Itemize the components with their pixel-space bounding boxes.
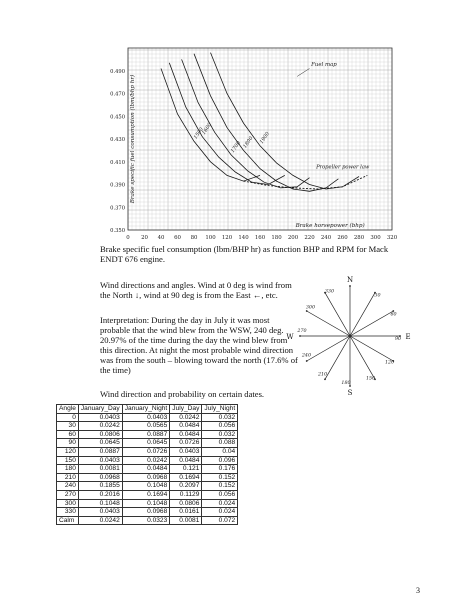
probability-cell: 0.0403 — [78, 413, 122, 422]
table-row — [57, 482, 238, 491]
probability-cell: 0.176 — [202, 465, 238, 474]
compass-w-label: W — [286, 333, 294, 341]
y-tick-label: 0.430 — [110, 137, 125, 143]
y-tick-label: 0.470 — [110, 91, 125, 98]
propeller-annotation: Propeller power law — [316, 164, 370, 171]
compass-n-label: N — [346, 276, 354, 284]
probability-cell: 0.096 — [202, 456, 238, 465]
y-tick-label: 0.450 — [110, 114, 125, 121]
annotation-leader — [297, 68, 309, 76]
probability-cell: 0.032 — [202, 430, 238, 439]
probability-cell: 0.0242 — [78, 516, 122, 525]
table-row — [57, 516, 238, 525]
probability-cell: 0.0484 — [170, 430, 202, 439]
angle-cell: 330 — [57, 508, 79, 517]
angle-label: 270 — [297, 329, 307, 334]
table-row — [57, 447, 238, 456]
rpm-curve-label: 1600 — [200, 121, 214, 136]
angle-label: 330 — [324, 289, 335, 295]
table-body — [57, 413, 238, 525]
angle-cell: 150 — [57, 456, 79, 465]
probability-cell: 0.0726 — [170, 439, 202, 448]
direction-ray — [350, 293, 375, 336]
x-tick-label: 120 — [221, 235, 233, 241]
rpm-curve-label: 1700 — [229, 140, 243, 155]
probability-cell: 0.0887 — [122, 430, 170, 439]
x-tick-label: 0 — [126, 235, 130, 241]
probability-cell: 0.0403 — [78, 456, 122, 465]
y-tick-label: 0.350 — [110, 228, 125, 234]
wind-rose-svg — [282, 272, 422, 400]
probability-cell: 0.2097 — [170, 482, 202, 491]
probability-heading: Wind direction and probability on certain dates. — [100, 389, 265, 399]
fuel-map-chart — [100, 40, 400, 250]
probability-cell: 0.0645 — [122, 439, 170, 448]
probability-cell: 0.1694 — [170, 473, 202, 482]
ray-tip — [324, 378, 326, 380]
probability-cell: 0.0968 — [78, 473, 122, 482]
angle-cell: 210 — [57, 473, 79, 482]
angle-label: 180 — [341, 381, 351, 386]
probability-cell: 0.0323 — [122, 516, 170, 525]
header-january-day: January_Day — [78, 405, 122, 414]
angle-label: 60 — [390, 312, 397, 318]
probability-cell: 0.0968 — [122, 473, 170, 482]
probability-cell: 0.0806 — [78, 430, 122, 439]
direction-ray — [350, 336, 375, 379]
x-tick-label: 60 — [174, 235, 181, 241]
direction-ray — [307, 311, 350, 336]
probability-cell: 0.024 — [202, 508, 238, 517]
probability-cell: 0.121 — [170, 465, 202, 474]
table-row — [57, 456, 238, 465]
y-tick-label: 0.390 — [110, 182, 125, 189]
angle-cell: 240 — [57, 482, 79, 491]
x-axis-label: Brake horsepower (bhp) — [295, 223, 365, 229]
table-row — [57, 430, 238, 439]
direction-ray — [325, 336, 350, 379]
table-row — [57, 465, 238, 474]
probability-cell: 0.0081 — [78, 465, 122, 474]
table-row — [57, 473, 238, 482]
ray-tip — [349, 285, 351, 287]
probability-cell: 0.1048 — [78, 499, 122, 508]
probability-cell: 0.032 — [202, 413, 238, 422]
angle-cell: 300 — [57, 499, 79, 508]
page-number: 3 — [416, 586, 420, 595]
wind-rose-diagram — [282, 272, 422, 400]
x-tick-label: 180 — [271, 235, 282, 241]
probability-cell: 0.04 — [202, 447, 238, 456]
probability-cell: 0.0403 — [170, 447, 202, 456]
angle-label: 30 — [374, 293, 381, 299]
probability-cell: 0.1048 — [122, 499, 170, 508]
probability-cell: 0.0242 — [78, 422, 122, 431]
rpm-curve — [194, 54, 338, 192]
angle-label: 120 — [384, 360, 395, 366]
probability-cell: 0.0806 — [170, 499, 202, 508]
compass-s-label: S — [347, 389, 353, 397]
probability-cell: 0.0242 — [170, 413, 202, 422]
rpm-curve — [169, 63, 284, 185]
header-january-night: January_Night — [122, 405, 170, 414]
table-row — [57, 508, 238, 517]
table-row — [57, 413, 238, 422]
table-row — [57, 499, 238, 508]
wind-probability-table — [56, 404, 238, 525]
angle-label: 90 — [394, 337, 402, 342]
probability-cell: 0.056 — [202, 490, 238, 499]
ray-tip — [299, 335, 301, 337]
rpm-curve-label: 1800 — [242, 135, 255, 150]
x-tick-label: 160 — [254, 235, 266, 241]
direction-ray — [350, 311, 393, 336]
x-tick-label: 100 — [205, 235, 216, 241]
probability-cell: 0.0645 — [78, 439, 122, 448]
direction-ray — [307, 336, 350, 361]
rpm-curve — [182, 59, 310, 188]
y-tick-label: 0.490 — [110, 68, 125, 75]
compass-e-label: E — [405, 333, 411, 341]
probability-cell: 0.0081 — [170, 516, 202, 525]
x-tick-label: 220 — [304, 235, 315, 241]
x-tick-label: 80 — [190, 235, 198, 241]
y-tick-label: 0.370 — [110, 205, 125, 212]
interpretation-text: Interpretation: During the day in July it was most probable that the wind blew from the WSW, 240 deg. 20.97% of the time during the day the wind blew from this direction. At night the most probable wind direction was from the south – blowing toward the north (17.6% of the time) — [100, 315, 298, 375]
table-header-row — [57, 405, 238, 414]
probability-cell: 0.0887 — [78, 447, 122, 456]
probability-cell: 0.152 — [202, 482, 238, 491]
rpm-curve-label: 1500 — [192, 126, 205, 141]
probability-cell: 0.0726 — [122, 447, 170, 456]
probability-cell: 0.0484 — [170, 422, 202, 431]
header-july-day: July_Day — [170, 405, 202, 414]
angle-cell: 120 — [57, 447, 79, 456]
x-tick-label: 260 — [337, 235, 348, 241]
probability-cell: 0.1048 — [122, 482, 170, 491]
probability-cell: 0.1855 — [78, 482, 122, 491]
probability-cell: 0.024 — [202, 499, 238, 508]
rpm-curve-label: 1900 — [258, 131, 271, 145]
angle-label: 150 — [365, 376, 376, 382]
x-tick-label: 300 — [370, 235, 381, 241]
probability-cell: 0.0968 — [122, 508, 170, 517]
probability-cell: 0.0484 — [122, 465, 170, 474]
x-tick-label: 140 — [238, 235, 249, 241]
y-tick-label: 0.410 — [110, 159, 125, 166]
angle-cell: 90 — [57, 439, 79, 448]
probability-cell: 0.0161 — [170, 508, 202, 517]
ray-tip — [306, 360, 308, 362]
probability-cell: 0.056 — [202, 422, 238, 431]
x-tick-label: 40 — [157, 235, 165, 241]
probability-cell: 0.1129 — [170, 490, 202, 499]
angle-cell: 180 — [57, 465, 79, 474]
angle-label: 300 — [305, 305, 316, 311]
fuel-map-svg — [100, 40, 400, 250]
x-tick-label: 20 — [141, 235, 148, 241]
probability-cell: 0.0403 — [122, 413, 170, 422]
probability-cell: 0.0484 — [170, 456, 202, 465]
angle-label: 210 — [317, 372, 328, 378]
table-row — [57, 439, 238, 448]
wind-intro-text: Wind directions and angles. Wind at 0 deg is wind from the North ↓, wind at 90 deg is from the East ←, etc. — [100, 280, 292, 300]
table-row — [57, 422, 238, 431]
probability-cell: 0.152 — [202, 473, 238, 482]
x-tick-label: 280 — [353, 235, 365, 241]
fuel-map-annotation: Fuel map — [311, 62, 337, 69]
header-july-night: July_Night — [202, 405, 238, 414]
table-row — [57, 490, 238, 499]
angle-cell: 60 — [57, 430, 79, 439]
probability-cell: 0.088 — [202, 439, 238, 448]
x-tick-label: 320 — [386, 235, 398, 241]
angle-cell: 30 — [57, 422, 79, 431]
probability-cell: 0.072 — [202, 516, 238, 525]
x-tick-label: 200 — [287, 235, 299, 241]
probability-cell: 0.1694 — [122, 490, 170, 499]
direction-ray — [325, 293, 350, 336]
angle-cell: Calm — [57, 516, 79, 525]
chart-caption: Brake specific fuel consumption (lbm/BHP hr) as function BHP and RPM for Mack ENDT 676 engine. — [100, 244, 389, 264]
direction-ray — [350, 336, 393, 361]
x-tick-label: 240 — [320, 235, 332, 241]
probability-cell: 0.0403 — [78, 508, 122, 517]
probability-cell: 0.0565 — [122, 422, 170, 431]
probability-cell: 0.0242 — [122, 456, 170, 465]
angle-label: 240 — [301, 353, 312, 359]
angle-cell: 270 — [57, 490, 79, 499]
header-angle: Angle — [57, 405, 79, 414]
y-axis-label: Brake specific fuel consumption (lbm/bhp hr) — [130, 74, 136, 204]
probability-cell: 0.2016 — [78, 490, 122, 499]
angle-cell: 0 — [57, 413, 79, 422]
